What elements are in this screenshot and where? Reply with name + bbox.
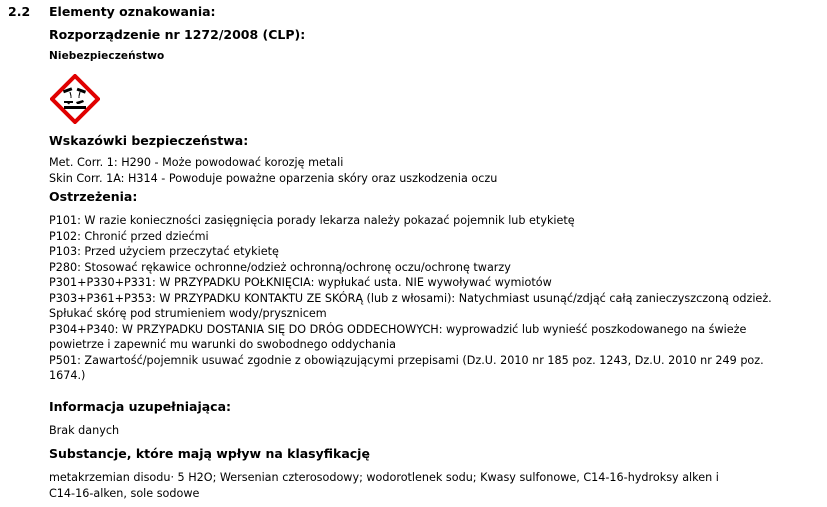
precaution-line: Spłukać skórę pod strumieniem wody/prysznicem: [49, 307, 327, 320]
supplementary-text: [49, 423, 824, 439]
supplementary-heading: Informacja uzupełniająca:: [49, 399, 232, 414]
precaution-line: P280: Stosować rękawice ochronne/odzież ochronną/ochronę oczu/ochronę twarzy: [49, 260, 511, 274]
supplementary-line: Brak danych: [49, 424, 120, 437]
precaution-line: P102: Chronić przed dziećmi: [49, 229, 209, 243]
corrosion-pictogram-icon: [50, 74, 100, 124]
substances-list: [49, 470, 824, 501]
regulation-heading: Rozporządzenie nr 1272/2008 (CLP):: [49, 27, 306, 42]
precaution-statements: [49, 213, 824, 384]
precaution-line: P103: Przed użyciem przeczytać etykietę: [49, 245, 279, 258]
hazard-line: Skin Corr. 1A: H314 - Powoduje poważne oparzenia skóry oraz uszkodzenia oczu: [49, 171, 498, 185]
precaution-line: powietrze i zapewnić mu warunki do swobodnego oddychania: [49, 338, 396, 351]
hazard-line: Met. Corr. 1: H290 - Może powodować korozję metali: [49, 156, 344, 169]
section-title: Elementy oznakowania:: [49, 4, 216, 19]
precaution-line: P303+P361+P353: W PRZYPADKU KONTAKTU ZE SKÓRĄ (lub z włosami): Natychmiast usunąć/zdjąć całą zanieczyszczoną odzież.: [49, 291, 772, 305]
substances-line: C14-16-alken, sole sodowe: [49, 486, 200, 500]
precaution-line: P501: Zawartość/pojemnik usuwać zgodnie z obowiązującymi przepisami (Dz.U. 2010 nr 185 poz. 1243, Dz.U. 2010 nr 249 poz.: [49, 353, 764, 367]
precaution-line: P101: W razie konieczności zasięgnięcia porady lekarza należy pokazać pojemnik lub etykietę: [49, 214, 575, 227]
substances-heading: Substancje, które mają wpływ na klasyfikację: [49, 446, 370, 461]
precaution-heading: Ostrzeżenia:: [49, 189, 138, 204]
precaution-line: P304+P340: W PRZYPADKU DOSTANIA SIĘ DO DRÓG ODDECHOWYCH: wyprowadzić lub wynieść poszkodowanego na świeże: [49, 322, 747, 336]
hazard-heading: Wskazówki bezpieczeństwa:: [49, 133, 249, 148]
precaution-line: P301+P330+P331: W PRZYPADKU POŁKNIĘCIA: wypłukać usta. NIE wywoływać wymiotów: [49, 276, 552, 289]
substances-line: metakrzemian disodu· 5 H2O; Wersenian czterosodowy; wodorotlenek sodu; Kwasy sulfonowe, C14-16-hydroksy alken i: [49, 471, 719, 484]
hazard-statements: [49, 155, 824, 186]
precaution-line: 1674.): [49, 369, 86, 382]
section-number: 2.2: [8, 4, 31, 19]
signal-word: Niebezpieczeństwo: [49, 50, 165, 62]
